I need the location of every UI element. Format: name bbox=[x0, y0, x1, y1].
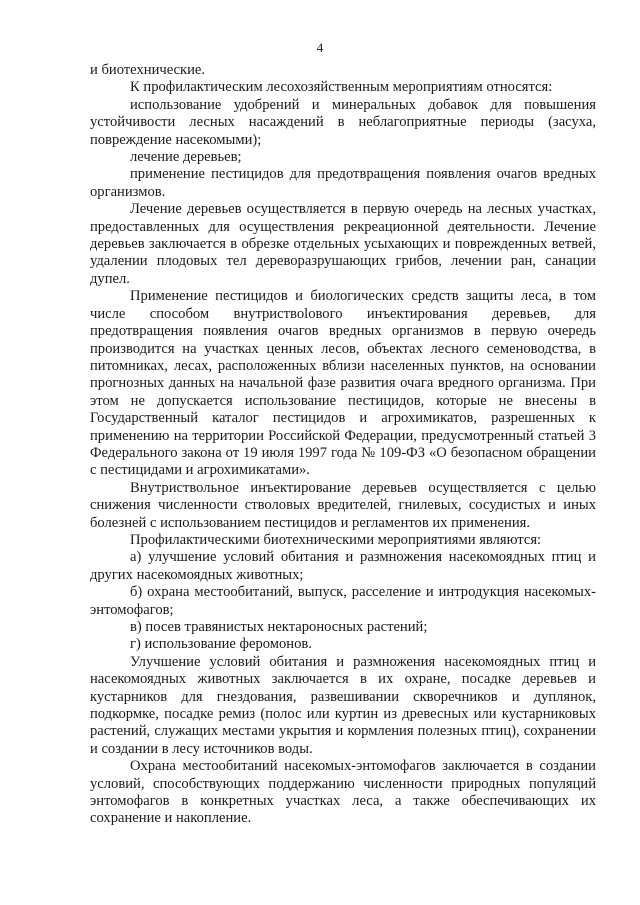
paragraph: использование удобрений и минеральных добавок для повышения устойчивости лесных насаждений в неблагоприятные периоды (засуха, повреждение насекомыми); bbox=[90, 96, 596, 148]
paragraph: Профилактическими биотехническими мероприятиями являются: bbox=[130, 531, 542, 548]
paragraph: применение пестицидов для предотвращения появления очагов вредных организмов. bbox=[90, 166, 596, 200]
paragraph: лечение деревьев; bbox=[130, 149, 242, 166]
list-item: б) охрана местообитаний, выпуск, расселение и интродукция насекомых-энтомофагов; bbox=[90, 584, 596, 618]
paragraph: Применение пестицидов и биологических средств защиты леса, в том числе способом внутриствolового инъектирования деревьев, для предотвращения появления очагов вредных организмов в первую очередь производится на участках ценных лесов, объектах лесного семеноводства, в питомниках, лесах, расположенных вблизи населенных пунктов, на основании прогнозных данных на начальной фазе развития очага вредного организма. При этом не допускается использование пестицидов, которые не внесены в Государственный каталог пестицидов и агрохимикатов, разрешенных к применению на территории Российской Федерации, предусмотренный статьей 3 Федерального закона от 19 июля 1997 года № 109-ФЗ «О безопасном обращении с пестицидами и агрохимикатами». bbox=[90, 288, 596, 479]
list-item: а) улучшение условий обитания и размножения насекомоядных птиц и других насекомоядных животных; bbox=[90, 549, 596, 583]
paragraph: К профилактическим лесохозяйственным мероприятиям относятся: bbox=[130, 79, 553, 96]
paragraph: Внутриствольное инъектирование деревьев осуществляется с целью снижения численности стволовых вредителей, гнилевых, сосудистых и иных болезней с использованием пестицидов и регламентов их применения. bbox=[90, 479, 596, 531]
list-item: г) использование феромонов. bbox=[130, 636, 312, 653]
paragraph: Лечение деревьев осуществляется в первую очередь на лесных участках, предоставленных для осуществления рекреационной деятельности. Лечение деревьев заключается в обрезке отдельных усыхающих и поврежденных ветвей, удалении плодовых тел дереворазрушающих грибов, лечении ран, санации дупел. bbox=[90, 201, 596, 287]
paragraph: и биотехнические. bbox=[90, 62, 206, 78]
page-number: 4 bbox=[316, 40, 324, 55]
list-item: в) посев травянистых нектароносных растений; bbox=[130, 619, 428, 635]
paragraph: Улучшение условий обитания и размножения насекомоядных птиц и насекомоядных животных заключается в их охране, посадке деревьев и кустарников для гнездования, развешивании скворечников и дуплянок, подкормке, посадке ремиз (полос или куртин из древесных или кустарниковых растений, служащих местами укрытия и кормления полезных птиц), сохранении и создании в лесу источников воды. bbox=[90, 653, 596, 757]
paragraph: Охрана местообитаний насекомых-энтомофагов заключается в создании условий, способствующих поддержанию численности природных популяций энтомофагов в конкретных участках леса, а также обеспечивающих их сохранение и накопление. bbox=[90, 758, 596, 827]
document-body bbox=[90, 62, 596, 828]
